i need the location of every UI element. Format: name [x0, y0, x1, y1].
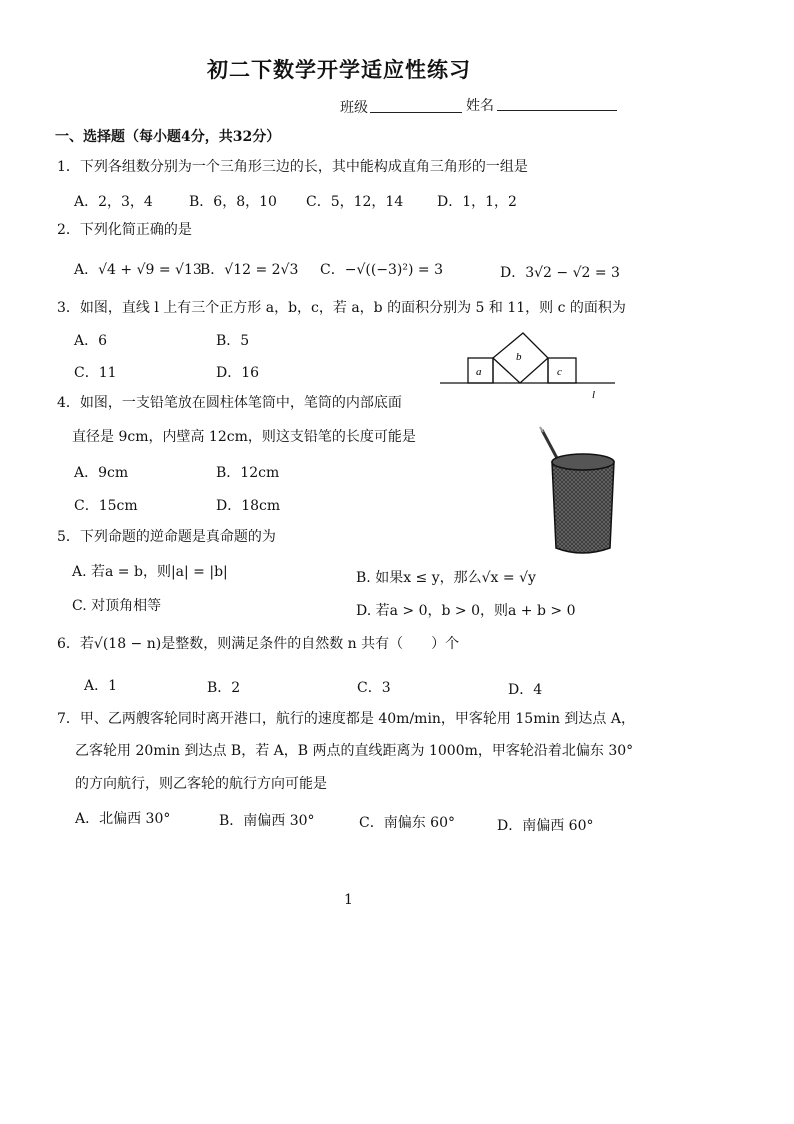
q4-option-b: B．12cm [216, 465, 280, 481]
q5-option-b: B. 如果x ≤ y，那么√x = √y [356, 570, 536, 586]
q7-option-a: A．北偏西 30° [75, 811, 171, 827]
q6-option-d: D．4 [508, 682, 543, 698]
question-7-stem-line2: 乙客轮用 20min 到达点 B，若 A，B 两点的直线距离为 1000m，甲客轮沿着北偏东 30° [75, 743, 634, 759]
q7-option-c: C．南偏东 60° [359, 815, 455, 831]
question-7-stem-line1: 7．甲、乙两艘客轮同时离开港口，航行的速度都是 40m/min，甲客轮用 15min 到达点 A， [57, 711, 635, 727]
label-l: l [592, 389, 596, 401]
q3-option-d: D．16 [216, 365, 260, 381]
page-number: 1 [344, 892, 353, 908]
q3-option-b: B．5 [216, 333, 250, 349]
question-7-stem-line3: 的方向航行，则乙客轮的航行方向可能是 [75, 776, 327, 792]
page-title: 初二下数学开学适应性练习 [207, 57, 471, 82]
q1-option-c: C．5，12，14 [306, 194, 404, 210]
question-6-stem: 6．若√(18 − n)是整数，则满足条件的自然数 n 共有（ ）个 [57, 636, 460, 652]
pen-holder-figure [530, 420, 626, 560]
q4-option-a: A．9cm [74, 465, 129, 481]
label-c: c [557, 366, 562, 378]
q2-option-a: A．√4 + √9 = √13 [74, 262, 202, 278]
q1-option-b: B．6，8，10 [189, 194, 277, 210]
class-label: 班级 [340, 100, 368, 116]
question-1-stem: 1．下列各组数分别为一个三角形三边的长，其中能构成直角三角形的一组是 [57, 159, 528, 175]
q4-option-d: D．18cm [216, 498, 281, 514]
q5-option-d: D. 若a > 0，b > 0，则a + b > 0 [356, 603, 576, 619]
q2-option-c: C．−√((−3)²) = 3 [320, 262, 443, 278]
question-4-stem-line1: 4．如图，一支铅笔放在圆柱体笔筒中，笔筒的内部底面 [57, 395, 402, 411]
q2-option-d: D．3√2 − √2 = 3 [500, 265, 620, 281]
q6-option-a: A．1 [84, 678, 118, 694]
q7-option-d: D．南偏西 60° [497, 818, 594, 834]
question-5-stem: 5．下列命题的逆命题是真命题的为 [57, 529, 276, 545]
pencil [542, 430, 558, 460]
section-heading: 一、选择题（每小题4分，共32分） [55, 129, 281, 145]
q4-option-c: C．15cm [74, 498, 138, 514]
q7-option-b: B．南偏西 30° [219, 813, 315, 829]
q5-option-c: C. 对顶角相等 [72, 598, 162, 614]
question-2-stem: 2．下列化简正确的是 [57, 222, 192, 238]
label-a: a [476, 366, 482, 378]
q3-option-a: A．6 [74, 333, 108, 349]
label-b: b [516, 351, 522, 363]
q6-option-b: B．2 [207, 680, 241, 696]
cylinder-body [552, 462, 614, 553]
cylinder-rim [552, 454, 614, 470]
q6-option-c: C．3 [357, 680, 391, 696]
squares-figure [440, 328, 620, 403]
q1-option-a: A．2，3，4 [74, 194, 153, 210]
q3-option-c: C．11 [74, 365, 117, 381]
question-3-stem: 3．如图，直线 l 上有三个正方形 a，b，c，若 a，b 的面积分别为 5 和 11，则 c 的面积为 [57, 300, 626, 316]
name-label: 姓名 [466, 98, 494, 114]
name-blank[interactable] [497, 110, 617, 111]
class-blank[interactable] [370, 112, 462, 113]
q1-option-d: D．1，1，2 [437, 194, 517, 210]
square-c [548, 358, 576, 383]
q5-option-a: A. 若a = b，则|a| = |b| [72, 564, 228, 580]
q2-option-b: B．√12 = 2√3 [200, 262, 299, 278]
question-4-stem-line2: 直径是 9cm，内壁高 12cm，则这支铅笔的长度可能是 [72, 429, 416, 445]
